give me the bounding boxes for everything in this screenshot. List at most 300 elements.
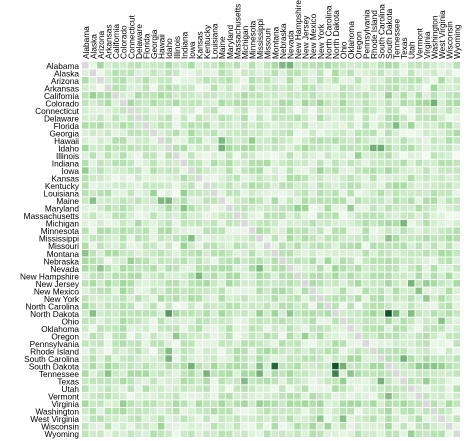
heatmap-cell: [393, 145, 400, 152]
heatmap-cell: [97, 242, 104, 249]
heatmap-cell: [188, 190, 195, 197]
heatmap-cell: [317, 265, 324, 272]
heatmap-cell: [362, 92, 369, 99]
heatmap-cell: [423, 258, 430, 265]
heatmap-cell: [453, 280, 460, 287]
x-tick-label: Hawaii: [156, 34, 167, 59]
heatmap-cell-diagonal: [264, 242, 271, 249]
heatmap-cell: [272, 408, 279, 415]
heatmap-cell: [249, 107, 256, 114]
heatmap-cell: [203, 265, 210, 272]
heatmap-cell: [196, 415, 203, 422]
heatmap-cell: [165, 273, 172, 280]
heatmap-cell: [241, 310, 248, 317]
heatmap-cell: [325, 130, 332, 137]
heatmap-cell: [378, 190, 385, 197]
heatmap-cell: [309, 370, 316, 377]
heatmap-cell: [355, 415, 362, 422]
heatmap-cell: [416, 145, 423, 152]
heatmap-cell: [90, 205, 97, 212]
heatmap-cell: [165, 288, 172, 295]
heatmap-cell: [294, 408, 301, 415]
heatmap-cell: [120, 370, 127, 377]
heatmap-cell: [325, 85, 332, 92]
heatmap-cell: [226, 85, 233, 92]
heatmap-cell: [82, 408, 89, 415]
heatmap-cell: [218, 280, 225, 287]
heatmap-cell: [378, 242, 385, 249]
heatmap-cell: [203, 160, 210, 167]
heatmap-cell: [158, 122, 165, 129]
heatmap-cell: [127, 318, 134, 325]
heatmap-cell: [234, 378, 241, 385]
heatmap-cell: [143, 85, 150, 92]
heatmap-cell: [112, 175, 119, 182]
heatmap-cell: [226, 167, 233, 174]
heatmap-cell: [378, 130, 385, 137]
heatmap-cell: [127, 70, 134, 77]
heatmap-cell: [105, 348, 112, 355]
x-tick-label: Ohio: [338, 41, 349, 59]
heatmap-cell: [332, 378, 339, 385]
heatmap-cell: [150, 258, 157, 265]
heatmap-cell: [188, 70, 195, 77]
heatmap-cell: [173, 355, 180, 362]
heatmap-cell: [218, 408, 225, 415]
heatmap-cell: [196, 273, 203, 280]
heatmap-cell: [112, 130, 119, 137]
y-tick-label: South Carolina: [24, 354, 79, 365]
heatmap-cell: [256, 250, 263, 257]
heatmap-cell: [241, 423, 248, 430]
heatmap-cell: [105, 167, 112, 174]
heatmap-cell: [446, 363, 453, 370]
heatmap-cell: [241, 190, 248, 197]
heatmap-cell: [218, 370, 225, 377]
heatmap-cell: [423, 145, 430, 152]
heatmap-cell: [287, 92, 294, 99]
heatmap-cell: [340, 152, 347, 159]
heatmap-cell: [135, 190, 142, 197]
heatmap-cell: [226, 265, 233, 272]
heatmap-cell: [393, 227, 400, 234]
heatmap-cell: [203, 137, 210, 144]
heatmap-cell: [181, 130, 188, 137]
heatmap-cell: [347, 408, 354, 415]
heatmap-cell: [82, 303, 89, 310]
heatmap-cell: [105, 152, 112, 159]
heatmap-cell: [272, 205, 279, 212]
heatmap-cell: [249, 385, 256, 392]
heatmap-cell: [82, 333, 89, 340]
heatmap-cell: [317, 333, 324, 340]
y-tick-label: West Virginia: [30, 414, 79, 425]
heatmap-cell: [370, 182, 377, 189]
heatmap-cell: [173, 115, 180, 122]
heatmap-cell: [438, 348, 445, 355]
heatmap-cell-diagonal: [181, 160, 188, 167]
heatmap-cell: [234, 197, 241, 204]
heatmap-cell: [226, 430, 233, 437]
heatmap-cell: [241, 182, 248, 189]
heatmap-cell-diagonal: [272, 250, 279, 257]
heatmap-cell: [143, 235, 150, 242]
heatmap-cell: [218, 378, 225, 385]
heatmap-cell: [340, 295, 347, 302]
heatmap-cell: [127, 363, 134, 370]
heatmap-cell: [143, 250, 150, 257]
heatmap-cell: [453, 130, 460, 137]
heatmap-cell: [249, 100, 256, 107]
x-tick-label: Tennessee: [391, 18, 402, 59]
heatmap-cell: [438, 205, 445, 212]
heatmap-cell: [150, 288, 157, 295]
heatmap-cell: [355, 355, 362, 362]
heatmap-cell: [211, 242, 218, 249]
heatmap-cell: [150, 167, 157, 174]
heatmap-cell: [423, 265, 430, 272]
heatmap-cell: [408, 423, 415, 430]
heatmap-cell: [181, 152, 188, 159]
heatmap-cell: [416, 130, 423, 137]
heatmap-cell: [393, 92, 400, 99]
heatmap-cell: [416, 415, 423, 422]
heatmap-cell: [416, 242, 423, 249]
heatmap-cell: [362, 152, 369, 159]
heatmap-cell: [143, 220, 150, 227]
heatmap-cell: [453, 122, 460, 129]
heatmap-cell: [446, 220, 453, 227]
heatmap-cell: [196, 115, 203, 122]
heatmap-cell-diagonal: [340, 318, 347, 325]
heatmap-cell: [340, 182, 347, 189]
heatmap-cell: [264, 325, 271, 332]
heatmap-cell: [173, 430, 180, 437]
y-tick-label: Massachusetts: [23, 211, 79, 222]
heatmap-cell: [438, 137, 445, 144]
heatmap-cell: [203, 92, 210, 99]
heatmap-cell: [362, 212, 369, 219]
heatmap-cell: [370, 190, 377, 197]
heatmap-cell: [143, 227, 150, 234]
heatmap-cell: [294, 280, 301, 287]
heatmap-cell: [309, 348, 316, 355]
heatmap-cell: [340, 363, 347, 370]
heatmap-cell: [423, 160, 430, 167]
heatmap-cell: [302, 137, 309, 144]
heatmap-cell: [97, 160, 104, 167]
heatmap-cell: [378, 167, 385, 174]
heatmap-cell: [97, 318, 104, 325]
heatmap-cell: [309, 182, 316, 189]
heatmap-cell: [362, 227, 369, 234]
heatmap-cell: [400, 310, 407, 317]
heatmap-cell: [302, 205, 309, 212]
heatmap-cell: [241, 355, 248, 362]
heatmap-cell: [340, 310, 347, 317]
heatmap-cell: [325, 92, 332, 99]
heatmap-cell: [112, 370, 119, 377]
heatmap-cell: [332, 205, 339, 212]
heatmap-cell: [173, 77, 180, 84]
heatmap-cell: [211, 280, 218, 287]
heatmap-cell: [325, 235, 332, 242]
heatmap-cell: [256, 415, 263, 422]
heatmap-cell: [226, 333, 233, 340]
heatmap-cell: [127, 190, 134, 197]
heatmap-cell: [165, 318, 172, 325]
heatmap-cell: [158, 182, 165, 189]
heatmap-cell: [453, 152, 460, 159]
heatmap-cell: [211, 152, 218, 159]
heatmap-cell: [211, 325, 218, 332]
heatmap-cell: [446, 175, 453, 182]
y-tick-label: Maine: [56, 196, 79, 207]
heatmap-cell: [355, 310, 362, 317]
heatmap-cell: [340, 175, 347, 182]
heatmap-cell: [218, 130, 225, 137]
heatmap-cell: [332, 242, 339, 249]
heatmap-cell: [446, 130, 453, 137]
heatmap-cell: [120, 333, 127, 340]
heatmap-cell: [135, 348, 142, 355]
heatmap-cell: [393, 122, 400, 129]
x-tick-label: North Dakota: [330, 10, 341, 59]
heatmap-cell: [196, 145, 203, 152]
heatmap-cell: [158, 175, 165, 182]
heatmap-cell: [150, 348, 157, 355]
heatmap-cell: [423, 385, 430, 392]
heatmap-cell: [408, 182, 415, 189]
heatmap-cell: [309, 363, 316, 370]
heatmap-cell: [196, 340, 203, 347]
heatmap-cell-diagonal: [249, 227, 256, 234]
heatmap-cell: [143, 145, 150, 152]
heatmap-cell: [112, 152, 119, 159]
heatmap-cell: [370, 220, 377, 227]
heatmap-cell: [416, 77, 423, 84]
heatmap-cell: [317, 62, 324, 69]
heatmap-cell: [105, 385, 112, 392]
heatmap-cell: [347, 70, 354, 77]
heatmap-cell: [385, 258, 392, 265]
heatmap-cell: [135, 258, 142, 265]
heatmap-cell: [393, 340, 400, 347]
heatmap-cell: [112, 212, 119, 219]
heatmap-cell: [279, 160, 286, 167]
heatmap-cell: [196, 355, 203, 362]
heatmap-cell: [325, 363, 332, 370]
heatmap-cell: [97, 340, 104, 347]
x-tick-label: New York: [315, 23, 326, 59]
heatmap-cell: [150, 160, 157, 167]
heatmap-cell: [105, 400, 112, 407]
heatmap-cell: [234, 100, 241, 107]
heatmap-cell: [264, 190, 271, 197]
heatmap-cell: [196, 130, 203, 137]
x-tick-label: Oregon: [353, 31, 364, 59]
heatmap-cell: [446, 393, 453, 400]
heatmap-cell: [393, 197, 400, 204]
heatmap-cell: [309, 430, 316, 437]
heatmap-cell: [196, 393, 203, 400]
heatmap-cell: [165, 280, 172, 287]
heatmap-cell: [127, 212, 134, 219]
heatmap-cell: [355, 288, 362, 295]
heatmap-cell: [241, 303, 248, 310]
heatmap-cell: [370, 318, 377, 325]
heatmap-cell: [143, 280, 150, 287]
heatmap-cell: [97, 280, 104, 287]
heatmap-cell-diagonal: [165, 145, 172, 152]
heatmap-cell: [105, 363, 112, 370]
heatmap-cell: [416, 160, 423, 167]
heatmap-cell: [90, 355, 97, 362]
heatmap-cell: [218, 62, 225, 69]
heatmap-cell: [82, 145, 89, 152]
heatmap-cell: [309, 393, 316, 400]
heatmap-cell: [226, 340, 233, 347]
heatmap-cell-diagonal: [127, 107, 134, 114]
heatmap-cell: [256, 122, 263, 129]
heatmap-cell: [120, 348, 127, 355]
heatmap-cell: [393, 212, 400, 219]
heatmap-cell: [241, 393, 248, 400]
heatmap-cell: [234, 288, 241, 295]
heatmap-cell: [423, 340, 430, 347]
heatmap-cell: [105, 370, 112, 377]
heatmap-cell: [370, 212, 377, 219]
heatmap-cell: [135, 62, 142, 69]
heatmap-cell: [317, 363, 324, 370]
heatmap-cell: [127, 340, 134, 347]
heatmap-cell: [234, 303, 241, 310]
heatmap-cell: [181, 280, 188, 287]
heatmap-cell: [347, 167, 354, 174]
heatmap-cell: [423, 430, 430, 437]
x-tick-label: Nebraska: [277, 23, 288, 59]
heatmap-cell: [234, 77, 241, 84]
heatmap-cell: [135, 423, 142, 430]
heatmap-cell: [294, 242, 301, 249]
heatmap-cell: [446, 137, 453, 144]
heatmap-cell: [249, 348, 256, 355]
heatmap-cell: [453, 220, 460, 227]
heatmap-cell: [438, 70, 445, 77]
heatmap-cell: [385, 115, 392, 122]
heatmap-cell: [211, 303, 218, 310]
heatmap-cell: [272, 130, 279, 137]
heatmap-cell: [218, 122, 225, 129]
heatmap-cell: [453, 363, 460, 370]
heatmap-cell: [438, 92, 445, 99]
heatmap-cell: [340, 212, 347, 219]
heatmap-cell: [127, 400, 134, 407]
heatmap-cell: [203, 333, 210, 340]
heatmap-cell: [408, 303, 415, 310]
heatmap-cell: [256, 100, 263, 107]
heatmap-cell: [112, 348, 119, 355]
heatmap-cell: [272, 100, 279, 107]
heatmap-cell: [165, 137, 172, 144]
heatmap-cell: [332, 408, 339, 415]
heatmap-cell: [264, 92, 271, 99]
heatmap-cell: [332, 137, 339, 144]
heatmap-cell: [226, 423, 233, 430]
heatmap-cell: [127, 167, 134, 174]
heatmap-cell: [309, 265, 316, 272]
heatmap-cell: [127, 288, 134, 295]
heatmap-cell: [181, 137, 188, 144]
heatmap-cell: [385, 190, 392, 197]
heatmap-cell: [347, 310, 354, 317]
heatmap-cell: [294, 355, 301, 362]
heatmap-cell: [150, 190, 157, 197]
heatmap-cell: [294, 295, 301, 302]
heatmap-cell: [453, 235, 460, 242]
heatmap-cell: [181, 242, 188, 249]
heatmap-cell: [438, 212, 445, 219]
heatmap-cell: [105, 310, 112, 317]
x-tick-label: Kansas: [194, 31, 205, 59]
heatmap-cell: [317, 115, 324, 122]
heatmap-cell: [325, 265, 332, 272]
heatmap-cell: [127, 235, 134, 242]
heatmap-cell: [264, 197, 271, 204]
heatmap-cell: [173, 370, 180, 377]
heatmap-cell: [203, 408, 210, 415]
heatmap-cell: [416, 333, 423, 340]
heatmap-cell: [385, 430, 392, 437]
heatmap-cell: [272, 273, 279, 280]
heatmap-cell: [317, 130, 324, 137]
heatmap-cell: [181, 250, 188, 257]
heatmap-cell: [393, 273, 400, 280]
heatmap-cell: [127, 355, 134, 362]
heatmap-cell: [272, 363, 279, 370]
heatmap-cell: [423, 107, 430, 114]
heatmap-cell: [408, 325, 415, 332]
heatmap-cell: [90, 197, 97, 204]
heatmap-cell: [188, 363, 195, 370]
heatmap-cell: [165, 423, 172, 430]
heatmap-cell: [226, 227, 233, 234]
heatmap-cell: [347, 378, 354, 385]
heatmap-cell: [453, 190, 460, 197]
heatmap-cell: [143, 265, 150, 272]
heatmap-cell: [112, 137, 119, 144]
heatmap-cell: [400, 212, 407, 219]
heatmap-cell: [256, 288, 263, 295]
heatmap-cell: [438, 235, 445, 242]
heatmap-cell: [332, 318, 339, 325]
y-tick-label: New Jersey: [35, 278, 79, 289]
heatmap-cell: [431, 370, 438, 377]
heatmap-cell: [120, 288, 127, 295]
heatmap-cell: [309, 77, 316, 84]
heatmap-cell: [272, 393, 279, 400]
heatmap-cell: [120, 423, 127, 430]
heatmap-cell: [347, 242, 354, 249]
heatmap-cell: [203, 430, 210, 437]
heatmap-cell: [127, 370, 134, 377]
heatmap-cell: [287, 227, 294, 234]
heatmap-cell: [385, 303, 392, 310]
heatmap-cell: [370, 408, 377, 415]
heatmap-cell: [143, 303, 150, 310]
heatmap-cell: [97, 295, 104, 302]
heatmap-cell: [234, 355, 241, 362]
